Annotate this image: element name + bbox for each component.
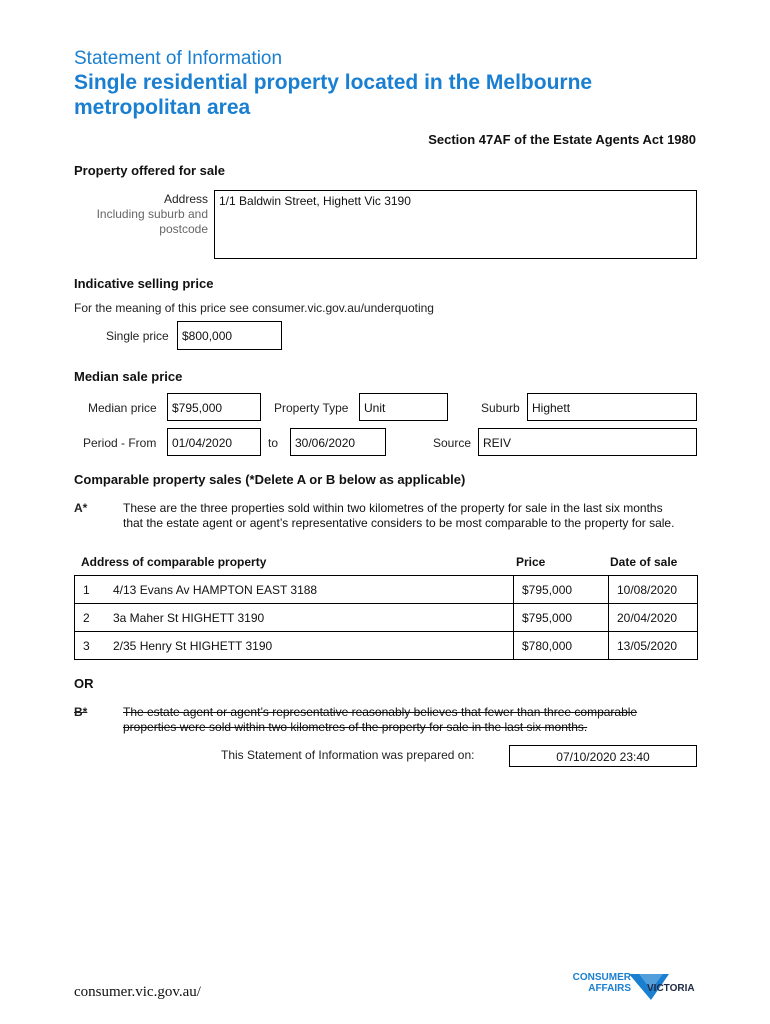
source-field[interactable]: REIV <box>478 428 697 456</box>
row-address[interactable]: 4/13 Evans Av HAMPTON EAST 3188 <box>105 576 514 604</box>
footer-url[interactable]: consumer.vic.gov.au/ <box>74 984 201 1000</box>
indicative-heading: Indicative selling price <box>74 276 214 291</box>
suburb-label: Suburb <box>481 401 520 415</box>
row-price[interactable]: $795,000 <box>514 576 609 604</box>
median-price-field[interactable]: $795,000 <box>167 393 261 421</box>
address-sublabel-1: Including suburb and <box>96 207 208 221</box>
row-date[interactable]: 10/08/2020 <box>609 576 698 604</box>
option-b-marker: B* <box>74 705 88 719</box>
logo-line-victoria: VICTORIA <box>647 983 695 994</box>
row-date[interactable]: 13/05/2020 <box>609 632 698 660</box>
document-kicker: Statement of Information <box>74 48 283 69</box>
logo-line-affairs: AFFAIRS <box>588 983 631 994</box>
table-row <box>75 604 698 632</box>
column-price: Price <box>516 555 546 569</box>
property-type-label: Property Type <box>274 401 349 415</box>
property-type-field[interactable]: Unit <box>359 393 448 421</box>
address-field[interactable]: 1/1 Baldwin Street, Highett Vic 3190 <box>214 190 697 259</box>
property-heading: Property offered for sale <box>74 163 225 178</box>
section-reference: Section 47AF of the Estate Agents Act 1980 <box>428 132 696 147</box>
period-from-label: Period - From <box>83 436 157 450</box>
or-separator: OR <box>74 676 94 691</box>
suburb-field[interactable]: Highett <box>527 393 697 421</box>
option-a-text: These are the three properties sold within two kilometres of the property for sale in the last six months that the estate agent or agent’s representative considers to be most comparable to the property for sale. <box>123 501 675 530</box>
document-title: Single residential property located in the Melbourne metropolitan area <box>74 71 593 119</box>
row-address[interactable]: 2/35 Henry St HIGHETT 3190 <box>105 632 514 660</box>
period-from-field[interactable]: 01/04/2020 <box>167 428 261 456</box>
row-price[interactable]: $795,000 <box>514 604 609 632</box>
comparable-sales-table <box>74 575 698 660</box>
median-price-label: Median price <box>88 401 157 415</box>
address-sublabel-2: postcode <box>159 222 208 236</box>
column-address: Address of comparable property <box>81 555 267 569</box>
table-row <box>75 576 698 604</box>
period-to-field[interactable]: 30/06/2020 <box>290 428 386 456</box>
column-date: Date of sale <box>610 555 678 569</box>
single-price-field[interactable]: $800,000 <box>177 321 282 350</box>
option-a-marker: A* <box>74 501 88 515</box>
row-number: 2 <box>75 604 106 632</box>
prepared-on-label: This Statement of Information was prepared on: <box>221 748 475 762</box>
comparable-heading: Comparable property sales (*Delete A or B below as applicable) <box>74 472 466 487</box>
address-label: Address <box>163 192 208 206</box>
row-number: 1 <box>75 576 106 604</box>
logo-line-consumer: CONSUMER <box>572 972 631 983</box>
prepared-on-field[interactable]: 07/10/2020 23:40 <box>509 745 697 767</box>
table-row <box>75 632 698 660</box>
period-to-label: to <box>268 436 279 450</box>
option-b-text: The estate agent or agent’s representative reasonably believes that fewer than three comparable properties were sold within two kilometres of the property for sale in the last six months. <box>123 705 638 734</box>
single-price-label: Single price <box>106 329 169 343</box>
median-heading: Median sale price <box>74 369 183 384</box>
row-address[interactable]: 3a Maher St HIGHETT 3190 <box>105 604 514 632</box>
row-number: 3 <box>75 632 106 660</box>
indicative-note: For the meaning of this price see consumer.vic.gov.au/underquoting <box>74 301 434 315</box>
row-price[interactable]: $780,000 <box>514 632 609 660</box>
source-label: Source <box>433 436 472 450</box>
consumer-affairs-victoria-logo <box>563 970 698 1002</box>
row-date[interactable]: 20/04/2020 <box>609 604 698 632</box>
